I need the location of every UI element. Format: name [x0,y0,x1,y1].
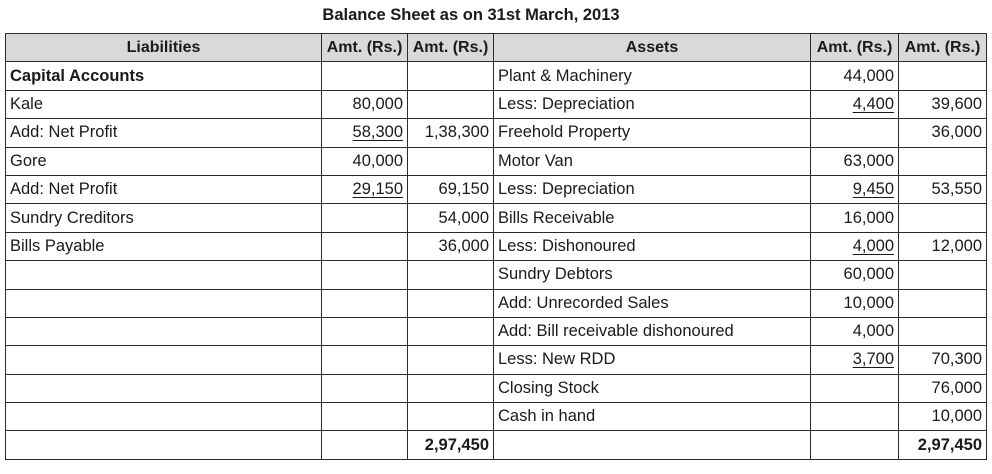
liability-label: Capital Accounts [6,62,322,90]
liability-total: 54,000 [408,204,494,232]
liability-amount [322,289,408,317]
liability-amount [322,119,408,147]
liability-total: 1,38,300 [408,119,494,147]
table-row [6,289,987,317]
liability-amount [322,204,408,232]
liability-amount [322,261,408,289]
totals-asset-label [494,431,811,459]
liability-total [408,90,494,118]
asset-label: Add: Bill receivable dishonoured [494,317,811,345]
asset-label: Less: New RDD [494,346,811,374]
asset-label: Motor Van [494,147,811,175]
liability-label: Add: Net Profit [6,175,322,203]
underlined-amount: 9,450 [852,180,894,199]
asset-label: Less: Dishonoured [494,232,811,260]
asset-total: 70,300 [899,346,987,374]
liability-amount [322,403,408,431]
page-title: Balance Sheet as on 31st March, 2013 [322,6,620,24]
asset-total [899,204,987,232]
totals-row [6,431,987,459]
asset-label: Bills Receivable [494,204,811,232]
liability-total [408,289,494,317]
total-liabilities: 2,97,450 [408,431,494,459]
underlined-amount: 3,700 [852,350,894,369]
liability-amount [322,374,408,402]
liability-total [408,346,494,374]
totals-liability-label [6,431,322,459]
asset-total [899,261,987,289]
liability-amount [322,317,408,345]
underlined-amount: 29,150 [352,180,403,199]
asset-amount: 60,000 [811,261,899,289]
liability-total [408,403,494,431]
table-row [6,317,987,345]
total-assets: 2,97,450 [899,431,987,459]
liability-amount [322,62,408,90]
asset-amount [811,175,899,203]
asset-amount: 63,000 [811,147,899,175]
asset-total: 76,000 [899,374,987,402]
asset-total [899,317,987,345]
liability-amount: 40,000 [322,147,408,175]
asset-label: Less: Depreciation [494,175,811,203]
asset-label: Cash in hand [494,403,811,431]
asset-total: 53,550 [899,175,987,203]
header-liabilities: Liabilities [6,34,322,62]
liability-total: 36,000 [408,232,494,260]
liability-label: Bills Payable [6,232,322,260]
header-row [6,34,987,62]
table-row [6,204,987,232]
table-row [6,119,987,147]
asset-amount: 16,000 [811,204,899,232]
liability-label [6,289,322,317]
liability-label [6,374,322,402]
asset-total: 36,000 [899,119,987,147]
asset-label: Less: Depreciation [494,90,811,118]
liability-label [6,346,322,374]
liability-total [408,147,494,175]
table-row [6,90,987,118]
asset-total [899,147,987,175]
liability-amount [322,175,408,203]
liability-label: Kale [6,90,322,118]
asset-total [899,62,987,90]
asset-total: 10,000 [899,403,987,431]
liability-total [408,317,494,345]
liability-label: Add: Net Profit [6,119,322,147]
liability-label [6,317,322,345]
asset-label: Add: Unrecorded Sales [494,289,811,317]
asset-amount [811,403,899,431]
table-row [6,374,987,402]
liability-total: 69,150 [408,175,494,203]
asset-label: Closing Stock [494,374,811,402]
header-assets: Assets [494,34,811,62]
liability-amount [322,346,408,374]
asset-amount [811,374,899,402]
table-row [6,232,987,260]
asset-amount: 4,000 [811,317,899,345]
asset-amount [811,232,899,260]
asset-total [899,289,987,317]
liability-amount: 80,000 [322,90,408,118]
header-assets-amount-2: Amt. (Rs.) [899,34,987,62]
liability-total [408,261,494,289]
table-row [6,62,987,90]
table-row [6,346,987,374]
underlined-amount: 4,000 [852,236,894,255]
table-row [6,147,987,175]
table-row [6,261,987,289]
underlined-amount: 58,300 [352,123,403,142]
asset-amount [811,119,899,147]
header-assets-amount-1: Amt. (Rs.) [811,34,899,62]
asset-amount: 44,000 [811,62,899,90]
asset-total: 12,000 [899,232,987,260]
liability-label: Gore [6,147,322,175]
totals-liability-amount [322,431,408,459]
header-liabilities-amount-1: Amt. (Rs.) [322,34,408,62]
table-row [6,403,987,431]
liability-amount [322,232,408,260]
liability-label [6,403,322,431]
asset-amount: 10,000 [811,289,899,317]
header-liabilities-amount-2: Amt. (Rs.) [408,34,494,62]
liability-total [408,62,494,90]
liability-label [6,261,322,289]
table-row [6,175,987,203]
liability-total [408,374,494,402]
asset-label: Sundry Debtors [494,261,811,289]
underlined-amount: 4,400 [852,94,894,113]
balance-sheet-table [5,33,987,460]
asset-label: Freehold Property [494,119,811,147]
asset-total: 39,600 [899,90,987,118]
totals-asset-amount [811,431,899,459]
asset-amount [811,90,899,118]
asset-label: Plant & Machinery [494,62,811,90]
asset-amount [811,346,899,374]
liability-label: Sundry Creditors [6,204,322,232]
